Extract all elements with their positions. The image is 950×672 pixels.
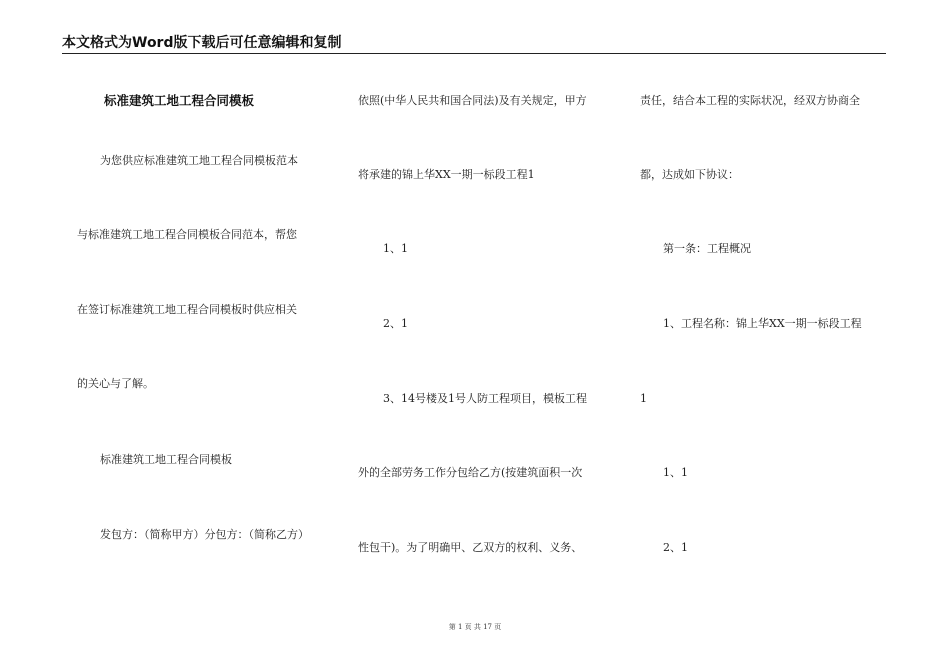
paragraph-line: 与标准建筑工地工程合同模板合同范本，帮您 xyxy=(77,228,297,241)
list-item: 1、1 xyxy=(663,466,688,479)
paragraph-line: 性包干)。为了明确甲、乙双方的权利、义务、 xyxy=(358,541,583,554)
section-heading: 标准建筑工地工程合同模板 xyxy=(100,453,232,466)
paragraph-line: 将承建的锦上华XX一期一标段工程1 xyxy=(358,168,535,181)
header-divider xyxy=(62,53,886,54)
page-number: 第 1 页 共 17 页 xyxy=(448,623,502,631)
paragraph-line: 在签订标准建筑工地工程合同模板时供应相关 xyxy=(77,303,297,316)
document-title: 标准建筑工地工程合同模板 xyxy=(104,93,255,108)
document-banner: 本文格式为Word版下载后可任意编辑和复制 xyxy=(62,35,342,51)
list-item: 3、14号楼及1号人防工程项目，模板工程 xyxy=(383,392,587,405)
list-item: 1、1 xyxy=(383,242,408,255)
paragraph-line: 为您供应标准建筑工地工程合同模板范本 xyxy=(100,154,298,167)
paragraph-line: 发包方：（简称甲方）分包方：（简称乙方） xyxy=(100,528,309,541)
paragraph-line: 1 xyxy=(640,392,647,405)
list-item: 1、工程名称：锦上华XX一期一标段工程 xyxy=(663,317,862,330)
list-item: 2、1 xyxy=(383,317,408,330)
section-heading: 第一条：工程概况 xyxy=(663,242,751,255)
list-item: 2、1 xyxy=(663,541,688,554)
paragraph-line: 的关心与了解。 xyxy=(77,377,154,390)
paragraph-line: 都，达成如下协议： xyxy=(640,168,739,181)
paragraph-line: 责任，结合本工程的实际状况，经双方协商全 xyxy=(640,94,860,107)
paragraph-line: 依照(中华人民共和国合同法)及有关规定，甲方 xyxy=(358,94,587,107)
paragraph-line: 外的全部劳务工作分包给乙方(按建筑面积一次 xyxy=(358,466,583,479)
